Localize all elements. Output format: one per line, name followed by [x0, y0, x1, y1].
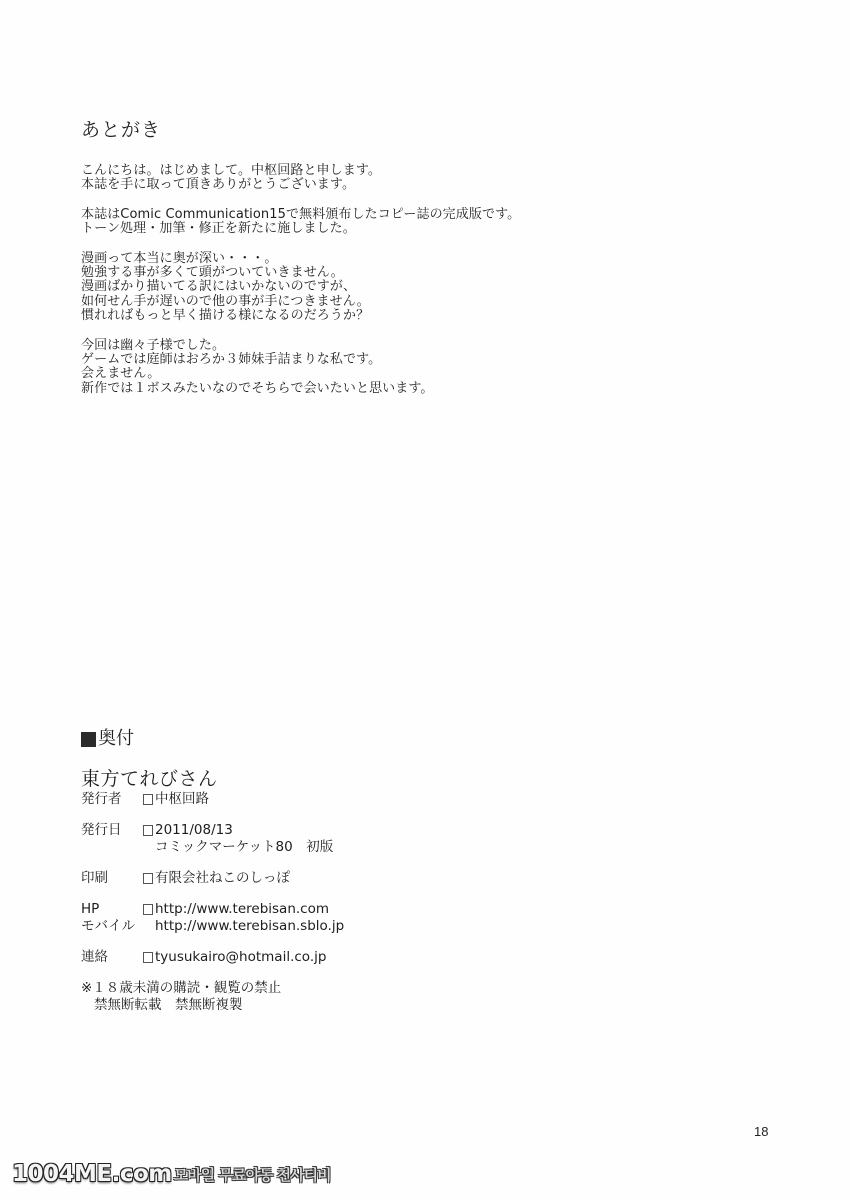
contact-label: 連絡 [81, 949, 108, 965]
mobile-url[interactable]: http://www.terebisan.sblo.jp [155, 918, 345, 934]
text-line: ゲームでは庭師はおろか３姉妹手詰まりな私です。 [81, 352, 382, 368]
publisher-row [81, 791, 581, 808]
text-line: 漫画ばかり描いてる訳にはいかないのですが、 [81, 279, 357, 295]
colophon [81, 727, 581, 1014]
text-line: 勉強する事が多くて頭がついていきません。 [81, 265, 344, 281]
empty-square-icon [143, 873, 153, 884]
paragraph-character [81, 339, 641, 397]
paragraph-manga [81, 252, 641, 324]
afterword-title: あとがき [81, 119, 162, 141]
contact-email[interactable]: tyusukairo@hotmail.co.jp [155, 949, 327, 965]
date-value: 2011/08/13 [155, 822, 233, 838]
date-row [81, 822, 581, 839]
printer-label: 印刷 [81, 870, 108, 886]
hp-url[interactable]: http://www.terebisan.com [155, 901, 329, 917]
page-number: 18 [754, 1124, 769, 1139]
colophon-heading [81, 727, 581, 751]
empty-square-icon [143, 952, 153, 963]
empty-square-icon [143, 794, 153, 805]
colophon-heading-text: 奥付 [98, 728, 134, 749]
paragraph-greeting [81, 164, 641, 193]
event-row [81, 839, 581, 856]
watermark-domain: 1004ME.com [12, 1161, 172, 1187]
text-line: 漫画って本当に奥が深い・・・。 [81, 250, 278, 266]
printer-row [81, 870, 581, 887]
text-line: こんにちは。はじめまして。中枢回路と申します。 [81, 163, 382, 178]
filled-square-icon [81, 732, 96, 747]
date-label: 発行日 [81, 822, 122, 838]
age-restriction-notice: ※１８歳未満の購読・観覧の禁止 [81, 980, 282, 996]
text-line: 新作では１ボスみたいなのでそちらで会いたいと思います。 [81, 380, 434, 396]
text-line: 会えません。 [81, 366, 161, 382]
publisher-label: 発行者 [81, 791, 122, 807]
event-value: コミックマーケット80 初版 [155, 839, 334, 855]
copyright-notice: 禁無断転載 禁無断複製 [94, 997, 243, 1013]
afterword-body [81, 164, 641, 411]
mobile-label: モバイル [81, 918, 135, 934]
printer-value: 有限会社ねこのしっぽ [155, 870, 290, 886]
contact-row [81, 949, 581, 966]
hp-row [81, 901, 581, 918]
empty-square-icon [143, 904, 153, 915]
text-line: トーン処理・加筆・修正を新たに施しました。 [81, 221, 356, 237]
text-line: 慣れればもっと早く描ける様になるのだろうか？ [81, 308, 370, 324]
text-line: 本誌はComic Communication15で無料頒布したコピー誌の完成版です。 [81, 206, 521, 222]
text-line: 如何せん手が遅いので他の事が手につきません。 [81, 293, 370, 309]
book-title: 東方てれびさん [81, 768, 218, 790]
watermark [12, 1160, 331, 1188]
hp-label: HP [81, 901, 100, 917]
text-line: 今回は幽々子様でした。 [81, 337, 226, 353]
empty-square-icon [143, 825, 153, 836]
watermark-tagline: 모바일 무료야동 천사티비 [173, 1165, 331, 1184]
publisher-value: 中枢回路 [155, 791, 209, 807]
mobile-row [81, 918, 581, 935]
paragraph-about [81, 208, 641, 237]
text-line: 本誌を手に取って頂きありがとうございます。 [81, 177, 356, 193]
